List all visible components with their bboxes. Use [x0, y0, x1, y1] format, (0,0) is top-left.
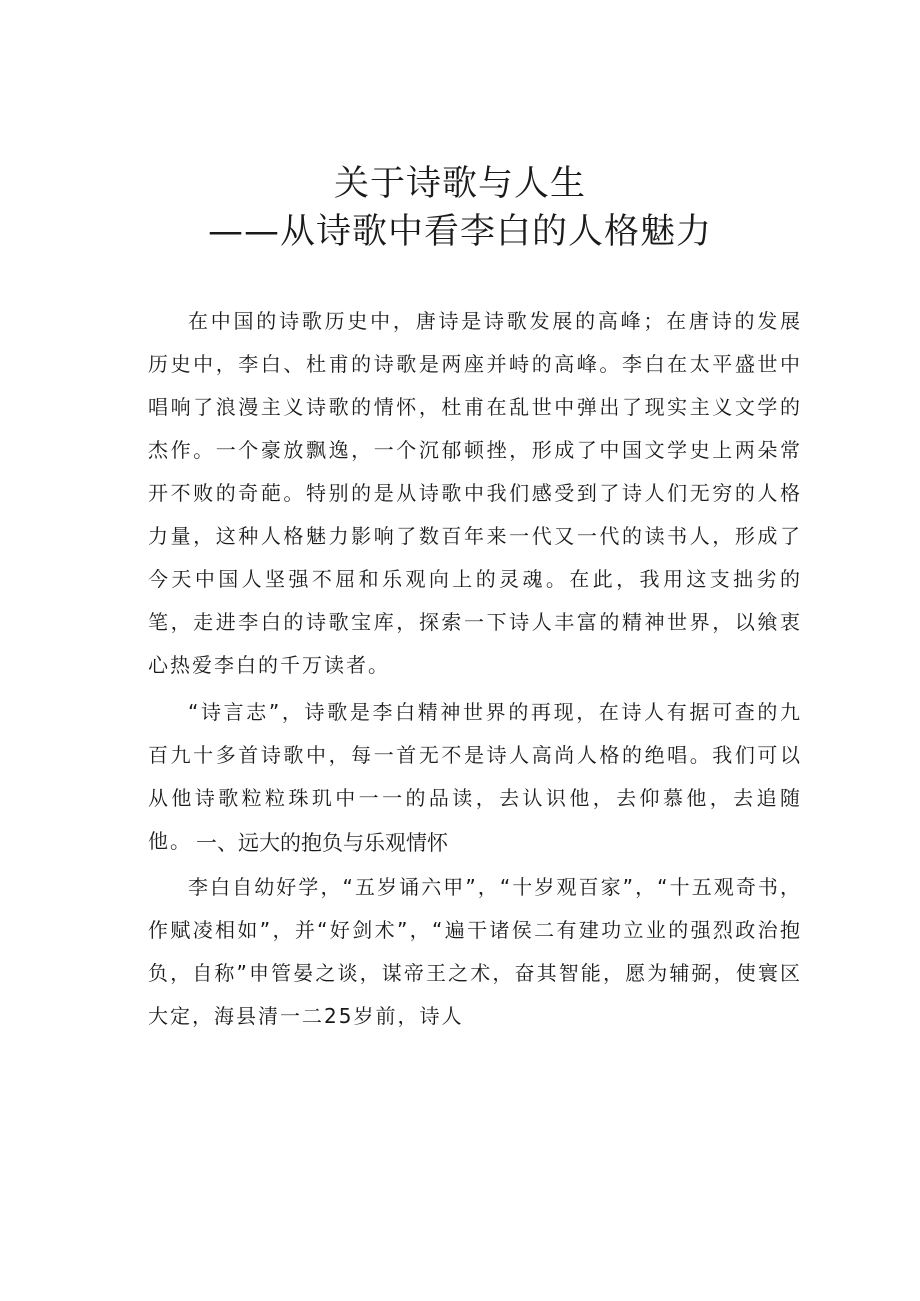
- document-subtitle: ——从诗歌中看李白的人格魅力: [207, 212, 712, 252]
- document-title: 关于诗歌与人生: [333, 164, 586, 204]
- paragraph-text: 在中国的诗歌历史中，唐诗是诗歌发展的高峰；在唐诗的发展历史中，李白、杜甫的诗歌是两座并峙的高峰。李白在太平盛世中唱响了浪漫主义诗歌的情怀，杜甫在乱世中弹出了现实主义文学的杰作。一个豪放飘逸，一个沉郁顿挫，形成了中国文学史上两朵常开不败的奇葩。特别的是从诗歌中我们感受到了诗人们无穷的人格力量，这种人格魅力影响了数百年来一代又一代的读书人，形成了今天中国人坚强不屈和乐观向上的灵魂。在此，我用这支拙劣的笔，走进李白的诗歌宝库，探索一下诗人丰富的精神世界，以飨衷心热爱李白的千万读者。: [148, 309, 802, 677]
- intro-paragraph: [148, 300, 802, 687]
- section-paragraph: [148, 866, 802, 1038]
- section-heading: 一、远大的抱负与乐观情怀: [196, 831, 448, 855]
- paragraph-text: “诗言志”，诗歌是李白精神世界的再现，在诗人有据可查的九百九十多首诗歌中，每一首无不是诗人高尚人格的绝唱。我们可以从他诗歌粒粒珠玑中一一的品读，去认识他，去仰慕他，去追随他。: [148, 700, 802, 853]
- paragraph-text: 李白自幼好学，“五岁诵六甲”，“十岁观百家”，“十五观奇书，作赋凌相如”，并“好剑术”，“遍干诸侯二有建功立业的强烈政治抱负，自称”申管晏之谈，谋帝王之术，奋其智能，愿为辅弼，使寰区大定，海县清一二25岁前，诗人: [148, 875, 802, 1028]
